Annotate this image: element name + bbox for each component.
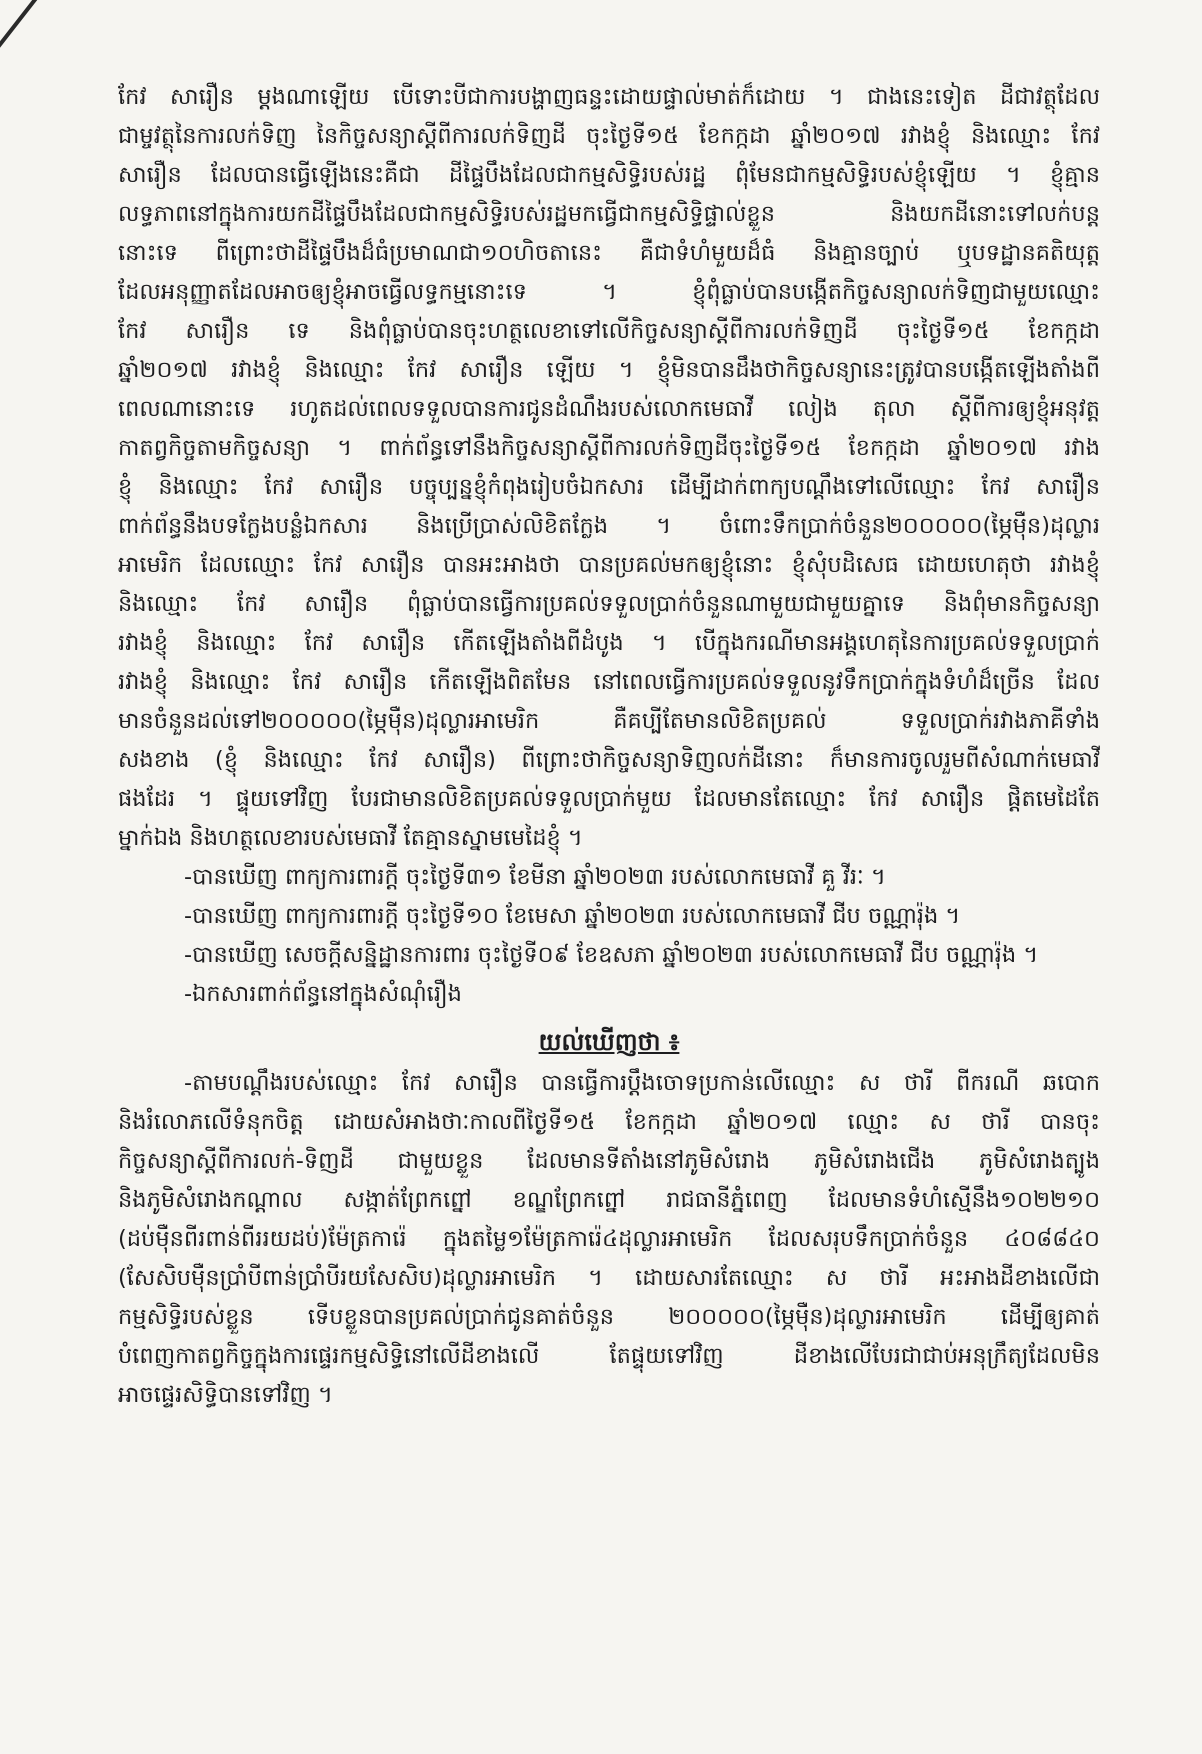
text-line: លទ្ធភាពនៅក្នុងការយកដីផ្ទៃបឹងដែលជាកម្មសិទ្ធិរបស់រដ្ឋមកធ្វើជាកម្មសិទ្ធិផ្ទាល់ខ្លួន និងយកដីនោះទៅលក់បន្ត: [118, 201, 1100, 227]
text-line: (ដប់ម៉ឺនពីរពាន់ពីររយដប់)ម៉ែត្រការ៉េ ក្នុងតម្លៃ១ម៉ែត្រការ៉េ៤ដុល្លារអាមេរិក ដែលសរុបទឹកប្រាក់ចំនួន ៤០៨៨៤០: [118, 1226, 1100, 1252]
text-line: ពាក់ព័ន្ធនឹងបទក្លែងបន្លំឯកសារ និងប្រើប្រាស់លិខិតក្លែង ។ ចំពោះទឹកប្រាក់ចំនួន២០០០០០(ម្ភៃម៉ឺន)ដុល្លារ: [118, 513, 1100, 539]
text-line: -បានឃើញ ពាក្យការពារក្តី ចុះថ្ងៃទី១០ ខែមេសា ឆ្នាំ២០២៣ របស់លោកមេធាវី ជីប ចណ្ណារ៉ុង ។: [184, 903, 961, 929]
text-line: កែវ សារឿន ម្តងណាឡើយ បើទោះបីជាការបង្ហាញធន្ទះដោយផ្ទាល់មាត់ក៏ដោយ ។ ជាងនេះទៀត ដីជាវត្ថុដែល: [118, 84, 1100, 110]
text-line: (សែសិបម៉ឺនប្រាំបីពាន់ប្រាំបីរយសែសិប)ដុល្លារអាមេរិក ។ ដោយសារតែឈ្មោះ ស ថារី អះអាងដីខាងលើជា: [118, 1265, 1100, 1291]
text-line: រវាងខ្ញុំ និងឈ្មោះ កែវ សារឿន កើតឡើងពិតមែន នៅពេលធ្វើការប្រគល់ទទួលនូវទឹកប្រាក់ក្នុងទំហំដ៏ច្រើន ដែល: [118, 669, 1100, 695]
text-line: ឆ្នាំ២០១៧ រវាងខ្ញុំ និងឈ្មោះ កែវ សារឿន ឡើយ ។ ខ្ញុំមិនបានដឹងថាកិច្ចសន្យានេះត្រូវបានបង្កើតឡើងតាំងពី: [118, 357, 1100, 383]
document-body: [118, 78, 1100, 1415]
text-line: ផងដែរ ។ ផ្ទុយទៅវិញ បែរជាមានលិខិតប្រគល់ទទួលប្រាក់មួយ ដែលមានតែឈ្មោះ កែវ សារឿន ផ្តិតមេដៃតែ: [118, 786, 1100, 812]
text-line: អាចផ្ទេរសិទ្ធិបានទៅវិញ ។: [118, 1382, 333, 1408]
text-line: -បានឃើញ សេចក្តីសន្និដ្ឋានការពារ ចុះថ្ងៃទី០៩ ខែឧសភា ឆ្នាំ២០២៣ របស់លោកមេធាវី ជីប ចណ្ណារ៉ុង ។: [184, 942, 1039, 968]
text-line: មានចំនួនដល់ទៅ២០០០០០(ម្ភៃម៉ឺន)ដុល្លារអាមេរិក គឺគប្បីតែមានលិខិតប្រគល់ ទទួលប្រាក់រវាងភាគីទាំង: [118, 708, 1100, 734]
text-line: កិច្ចសន្យាស្តីពីការលក់-ទិញដី ជាមួយខ្លួន ដែលមានទីតាំងនៅភូមិសំរោង ភូមិសំរោងជើង ភូមិសំរោងត្បូង: [118, 1148, 1100, 1174]
evidence-list: [118, 858, 1100, 1014]
text-line: ពេលណានោះទេ រហូតដល់ពេលទទួលបានការជូនដំណឹងរបស់លោកមេធាវី លៀង តុលា ស្តីពីការឲ្យខ្ញុំអនុវត្ត: [118, 396, 1100, 422]
text-line: សារឿន ដែលបានធ្វើឡើងនេះគឺជា ដីផ្ទៃបឹងដែលជាកម្មសិទ្ធិរបស់រដ្ឋ ពុំមែនជាកម្មសិទ្ធិរបស់ខ្ញុំឡើយ ។ ខ្ញុំគ្មាន: [118, 162, 1100, 188]
text-line: កាតព្វកិច្ចតាមកិច្ចសន្យា ។ ពាក់ព័ន្ធទៅនឹងកិច្ចសន្យាស្តីពីការលក់ទិញដីចុះថ្ងៃទី១៥ ខែកក្កដា ឆ្នាំ២០១៧ រវាង: [118, 435, 1100, 461]
text-line: -បានឃើញ ពាក្យការពារក្តី ចុះថ្ងៃទី៣១ ខែមីនា ឆ្នាំ២០២៣ របស់លោកមេធាវី គួ វីរៈ ។: [184, 864, 886, 890]
text-line: នោះទេ ពីព្រោះថាដីផ្ទៃបឹងដ៏ធំប្រមាណជា១០ហិចតានេះ គឺជាទំហំមួយដ៏ធំ និងគ្មានច្បាប់ ឬបទដ្ឋានគតិយុត្ត: [118, 240, 1100, 266]
text-line: បំពេញកាតព្វកិច្ចក្នុងការផ្ទេរកម្មសិទ្ធិនៅលើដីខាងលើ តែផ្ទុយទៅវិញ ដីខាងលើបែរជាជាប់អនុក្រឹត្យដែលមិន: [118, 1343, 1100, 1369]
text-line: និងឈ្មោះ កែវ សារឿន ពុំធ្លាប់បានធ្វើការប្រគល់ទទួលប្រាក់ចំនួនណាមួយជាមួយគ្នាទេ និងពុំមានកិច្ចសន្យា: [118, 591, 1100, 617]
text-line: ជាម្ចវត្ថុនៃការលក់ទិញ នៃកិច្ចសន្យាស្តីពីការលក់ទិញដី ចុះថ្ងៃទី១៥ ខែកក្កដា ឆ្នាំ២០១៧ រវាងខ្ញុំ និងឈ្មោះ កែវ: [118, 123, 1100, 149]
paragraph-findings: [118, 78, 1100, 858]
text-line: ខ្ញុំ និងឈ្មោះ កែវ សារឿន បច្ចុប្បន្នខ្ញុំកំពុងរៀបចំឯកសារ ដើម្បីដាក់ពាក្យបណ្តឹងទៅលើឈ្មោះ កែវ សារឿន: [118, 474, 1100, 500]
text-line: និងរំលោភលើទំនុកចិត្ត ដោយសំអាងថាៈកាលពីថ្ងៃទី១៥ ខែកក្កដា ឆ្នាំ២០១៧ ឈ្មោះ ស ថារី បានចុះ: [118, 1109, 1100, 1135]
text-line: ដែលអនុញ្ញាតដែលអាចឲ្យខ្ញុំអាចធ្វើលទ្ធកម្មនោះទេ ។ ខ្ញុំពុំធ្លាប់បានបង្កើតកិច្ចសន្យាលក់ទិញជាមួយឈ្មោះ: [118, 279, 1100, 305]
text-line: -តាមបណ្តឹងរបស់ឈ្មោះ កែវ សារឿន បានធ្វើការប្តឹងចោទប្រកាន់លើឈ្មោះ ស ថារី ពីករណី ឆបោក: [184, 1070, 1100, 1096]
text-line: ម្នាក់ឯង និងហត្ថលេខារបស់មេធាវី តែគ្មានស្នាមមេដៃខ្ញុំ ។: [118, 825, 583, 851]
text-line: -ឯកសារពាក់ព័ន្ធនៅក្នុងសំណុំរឿង: [184, 981, 462, 1007]
section-heading: យល់ឃើញថា ៖: [538, 1028, 680, 1056]
text-line: កម្មសិទ្ធិរបស់ខ្លួន ទើបខ្លួនបានប្រគល់ប្រាក់ជូនគាត់ចំនួន ២០០០០០(ម្ភៃម៉ឺន)ដុល្លារអាមេរិក ដើម្បីឲ្យគាត់: [118, 1304, 1100, 1330]
text-line: អាមេរិក ដែលឈ្មោះ កែវ សារឿន បានអះអាងថា បានប្រគល់មកឲ្យខ្ញុំនោះ ខ្ញុំសុំបដិសេធ ដោយហេតុថា រវាងខ្ញុំ: [118, 552, 1100, 578]
text-line: រវាងខ្ញុំ និងឈ្មោះ កែវ សារឿន កើតឡើងតាំងពីដំបូង ។ បើក្នុងករណីមានអង្គហេតុនៃការប្រគល់ទទួលប្រាក់: [118, 630, 1100, 656]
text-line: កែវ សារឿន ទេ និងពុំធ្លាប់បានចុះហត្ថលេខាទៅលើកិច្ចសន្យាស្តីពីការលក់ទិញដី ចុះថ្ងៃទី១៥ ខែកក្កដា: [118, 318, 1100, 344]
page-edge-mark: [0, 0, 43, 56]
text-line: និងភូមិសំរោងកណ្តាល សង្កាត់ព្រែកព្នៅ ខណ្ឌព្រែកព្នៅ រាជធានីភ្នំពេញ ដែលមានទំហំស្មើនឹង១០២២១០: [118, 1187, 1100, 1213]
text-line: សងខាង (ខ្ញុំ និងឈ្មោះ កែវ សារឿន) ពីព្រោះថាកិច្ចសន្យាទិញលក់ដីនោះ ក៏មានការចូលរួមពីសំណាក់មេធាវី: [118, 747, 1100, 773]
paragraph-opinion: [118, 1064, 1100, 1415]
